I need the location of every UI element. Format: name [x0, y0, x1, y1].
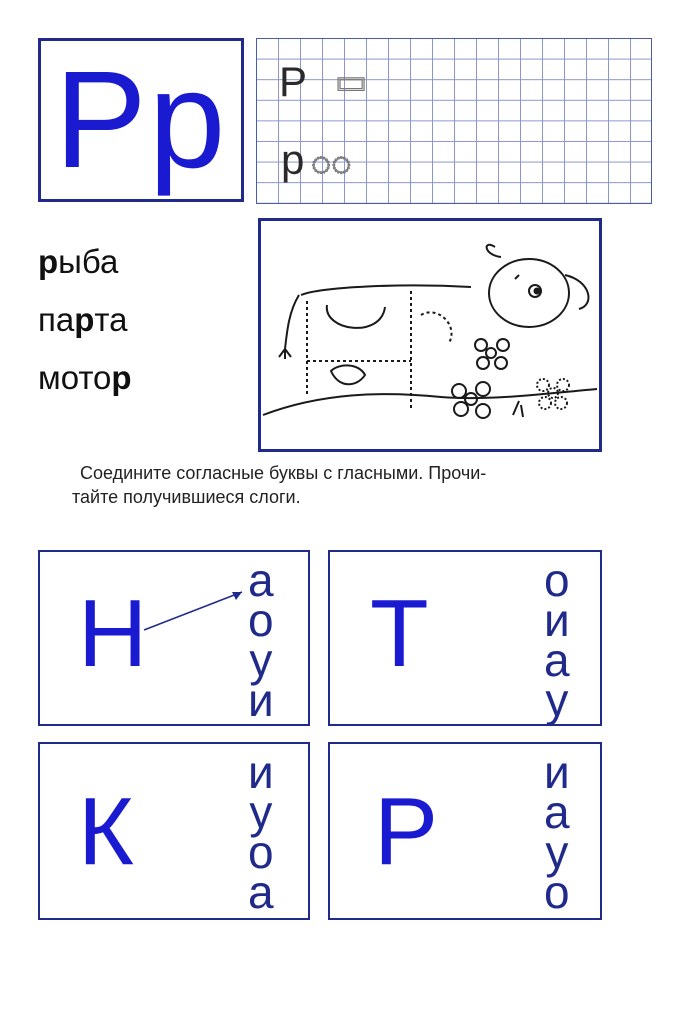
vowel-letter: у	[249, 634, 273, 686]
vowel-letter: у	[545, 674, 569, 726]
word-item: рыба	[38, 243, 119, 280]
writing-grid	[256, 38, 652, 204]
syllable-card-k	[38, 742, 310, 920]
vowel-letter: и	[544, 746, 570, 798]
letter-title: Рр	[54, 43, 228, 197]
vowel-column	[248, 746, 274, 918]
trace-lower-dotted: ◌◌	[311, 145, 352, 183]
trace-upper-dotted: ▭	[335, 63, 368, 101]
vowel-letter: и	[544, 594, 570, 646]
word-item: мотор	[38, 359, 132, 396]
consonant-letter: Н	[78, 580, 148, 687]
vowel-letter: а	[248, 554, 274, 606]
syllable-card-t	[328, 550, 602, 726]
vowel-letter: о	[544, 866, 570, 918]
vowel-letter: о	[544, 554, 570, 606]
vowel-column	[248, 554, 274, 726]
vowel-letter: о	[248, 826, 274, 878]
vowel-column	[544, 554, 570, 726]
vowel-letter: у	[249, 786, 273, 838]
arrow-icon	[138, 582, 258, 642]
vowel-letter: и	[248, 674, 274, 726]
trace-lower-letter: р	[281, 136, 305, 183]
word-list	[38, 245, 132, 419]
vowel-letter: а	[544, 634, 570, 686]
vowel-letter: а	[248, 866, 274, 918]
word-item: парта	[38, 301, 128, 338]
vowel-letter: у	[545, 826, 569, 878]
syllable-card-n	[38, 550, 310, 726]
cow-picture-frame	[258, 218, 602, 452]
vowel-letter: о	[248, 594, 274, 646]
vowel-letter: и	[248, 746, 274, 798]
consonant-letter: Р	[374, 778, 439, 885]
letter-box	[38, 38, 244, 202]
trace-upper-letter: Р	[279, 58, 308, 105]
cow-illustration-icon	[261, 221, 599, 449]
consonant-letter: Т	[370, 580, 429, 687]
vowel-letter: а	[544, 786, 570, 838]
syllable-card-r	[328, 742, 602, 920]
consonant-letter: К	[78, 778, 134, 885]
vowel-column	[544, 746, 570, 918]
instruction-text: Соедините согласные буквы с гласными. Прочи- тайте получившиеся слоги.	[72, 463, 487, 507]
